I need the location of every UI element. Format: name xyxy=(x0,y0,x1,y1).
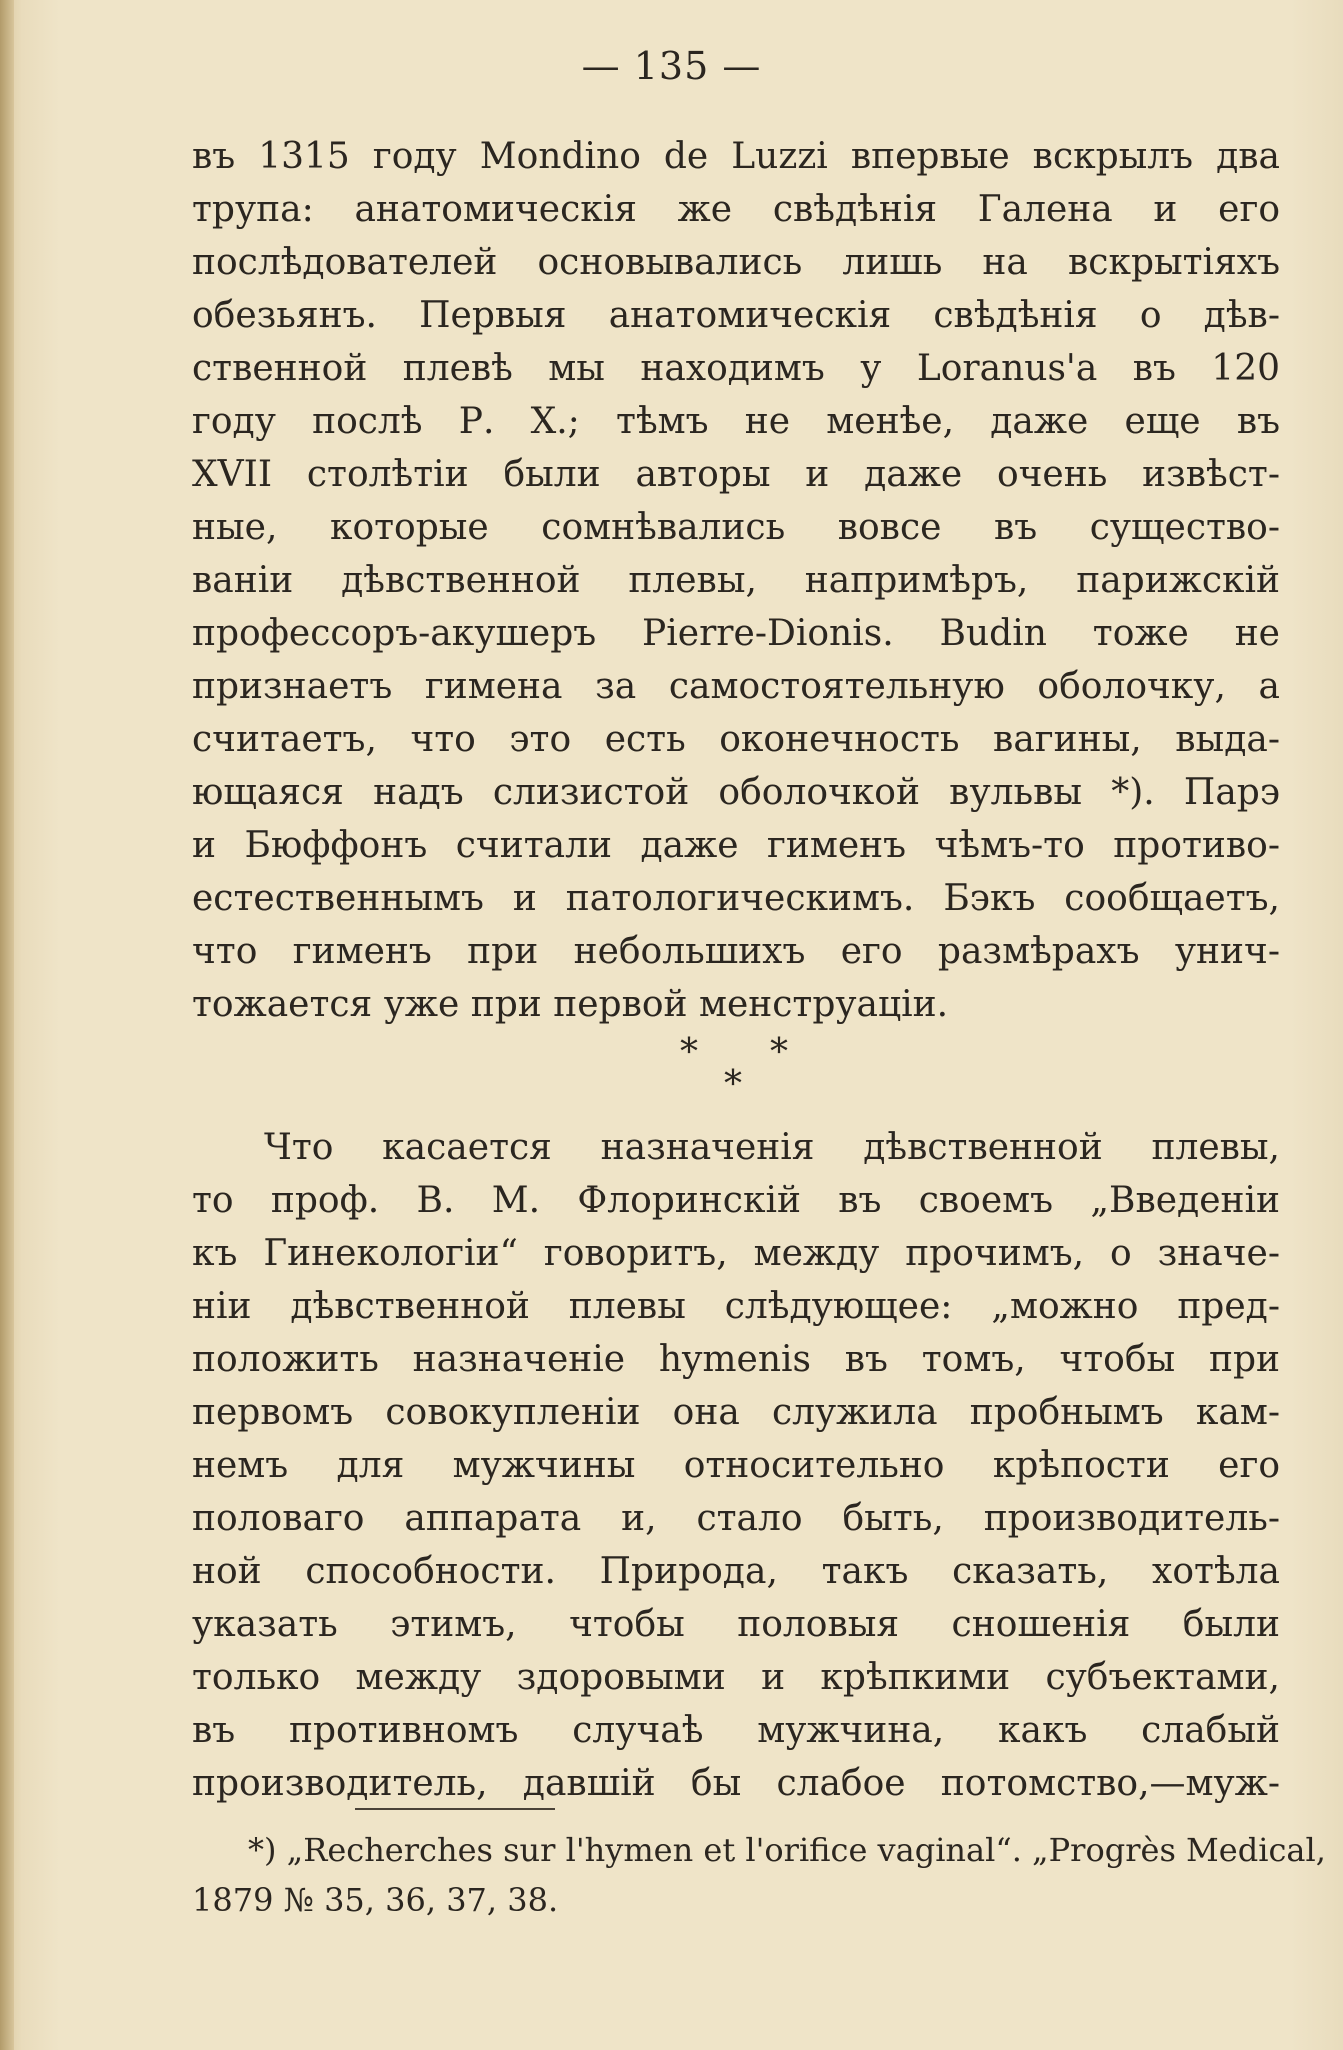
text-line: только между здоровыми и крѣпкими субъектами, xyxy=(192,1657,1280,1698)
text-line: считаетъ, что это есть оконечность вагины, выда- xyxy=(192,719,1280,760)
text-line: Что касается назначенія дѣвственной плевы, xyxy=(264,1127,1280,1168)
text-line: къ Гинекологіи“ говоритъ, между прочимъ, о значе- xyxy=(192,1233,1280,1274)
text-line: положить назначеніе hymenis въ томъ, чтобы при xyxy=(192,1339,1280,1380)
footnote-line: *) „Recherches sur l'hymen et l'orifice vaginal“. „Progrès Medical, xyxy=(248,1831,1326,1869)
separator-star: * xyxy=(680,1032,698,1073)
text-line: что гименъ при небольшихъ его размѣрахъ унич- xyxy=(192,931,1280,972)
text-line: ніи дѣвственной плевы слѣдующее: „можно пред- xyxy=(192,1286,1280,1327)
text-line: тожается уже при первой менструаціи. xyxy=(192,984,949,1025)
text-line: указать этимъ, чтобы половыя сношенія были xyxy=(192,1604,1280,1645)
page-binding-edge xyxy=(0,0,14,2050)
paragraph-1 xyxy=(192,130,1280,1031)
separator-star: * xyxy=(770,1032,788,1073)
text-line: XVII столѣтіи были авторы и даже очень извѣст- xyxy=(192,454,1280,495)
separator-star: * xyxy=(724,1064,742,1105)
text-line: первомъ совокупленіи она служила пробнымъ кам- xyxy=(192,1392,1280,1433)
text-line: обезьянъ. Первыя анатомическія свѣдѣнія о дѣв- xyxy=(192,295,1280,336)
text-line: послѣдователей основывались лишь на вскрытіяхъ xyxy=(192,242,1280,283)
footnote-divider xyxy=(355,1808,555,1810)
text-line: то проф. В. М. Флоринскій въ своемъ „Введеніи xyxy=(192,1180,1280,1221)
text-line: половаго аппарата и, стало быть, производитель- xyxy=(192,1498,1280,1539)
footnote-line: 1879 № 35, 36, 37, 38. xyxy=(192,1881,559,1919)
text-line: профессоръ-акушеръ Pierre-Dionis. Budin тоже не xyxy=(192,613,1280,654)
text-line: ющаяся надъ слизистой оболочкой вульвы *). Парэ xyxy=(192,772,1280,813)
text-line: въ противномъ случаѣ мужчина, какъ слабый xyxy=(192,1710,1280,1751)
body-text xyxy=(192,130,1280,1810)
text-line: въ 1315 году Mondino de Luzzi впервые вскрылъ два xyxy=(192,136,1280,177)
text-line: трупа: анатомическія же свѣдѣнія Галена и его xyxy=(192,189,1280,230)
text-line: признаетъ гимена за самостоятельную оболочку, а xyxy=(192,666,1280,707)
text-line: ные, которые сомнѣвались вовсе въ существо- xyxy=(192,507,1280,548)
section-separator xyxy=(192,1031,1280,1121)
text-line: естественнымъ и патологическимъ. Бэкъ сообщаетъ, xyxy=(192,878,1280,919)
text-line: ваніи дѣвственной плевы, напримѣръ, парижскій xyxy=(192,560,1280,601)
text-line: году послѣ Р. Х.; тѣмъ не менѣе, даже еще въ xyxy=(192,401,1280,442)
text-line: и Бюффонъ считали даже гименъ чѣмъ-то противо- xyxy=(192,825,1280,866)
text-line: производитель, давшій бы слабое потомство,—муж- xyxy=(192,1763,1280,1804)
text-line: ной способности. Природа, такъ сказать, хотѣла xyxy=(192,1551,1280,1592)
text-line: немъ для мужчины относительно крѣпости его xyxy=(192,1445,1280,1486)
text-line: ственной плевѣ мы находимъ у Loranus'a въ 120 xyxy=(192,348,1280,389)
footnote xyxy=(192,1825,1326,1925)
page-number: — 135 — xyxy=(581,44,762,88)
paragraph-2 xyxy=(192,1121,1280,1810)
